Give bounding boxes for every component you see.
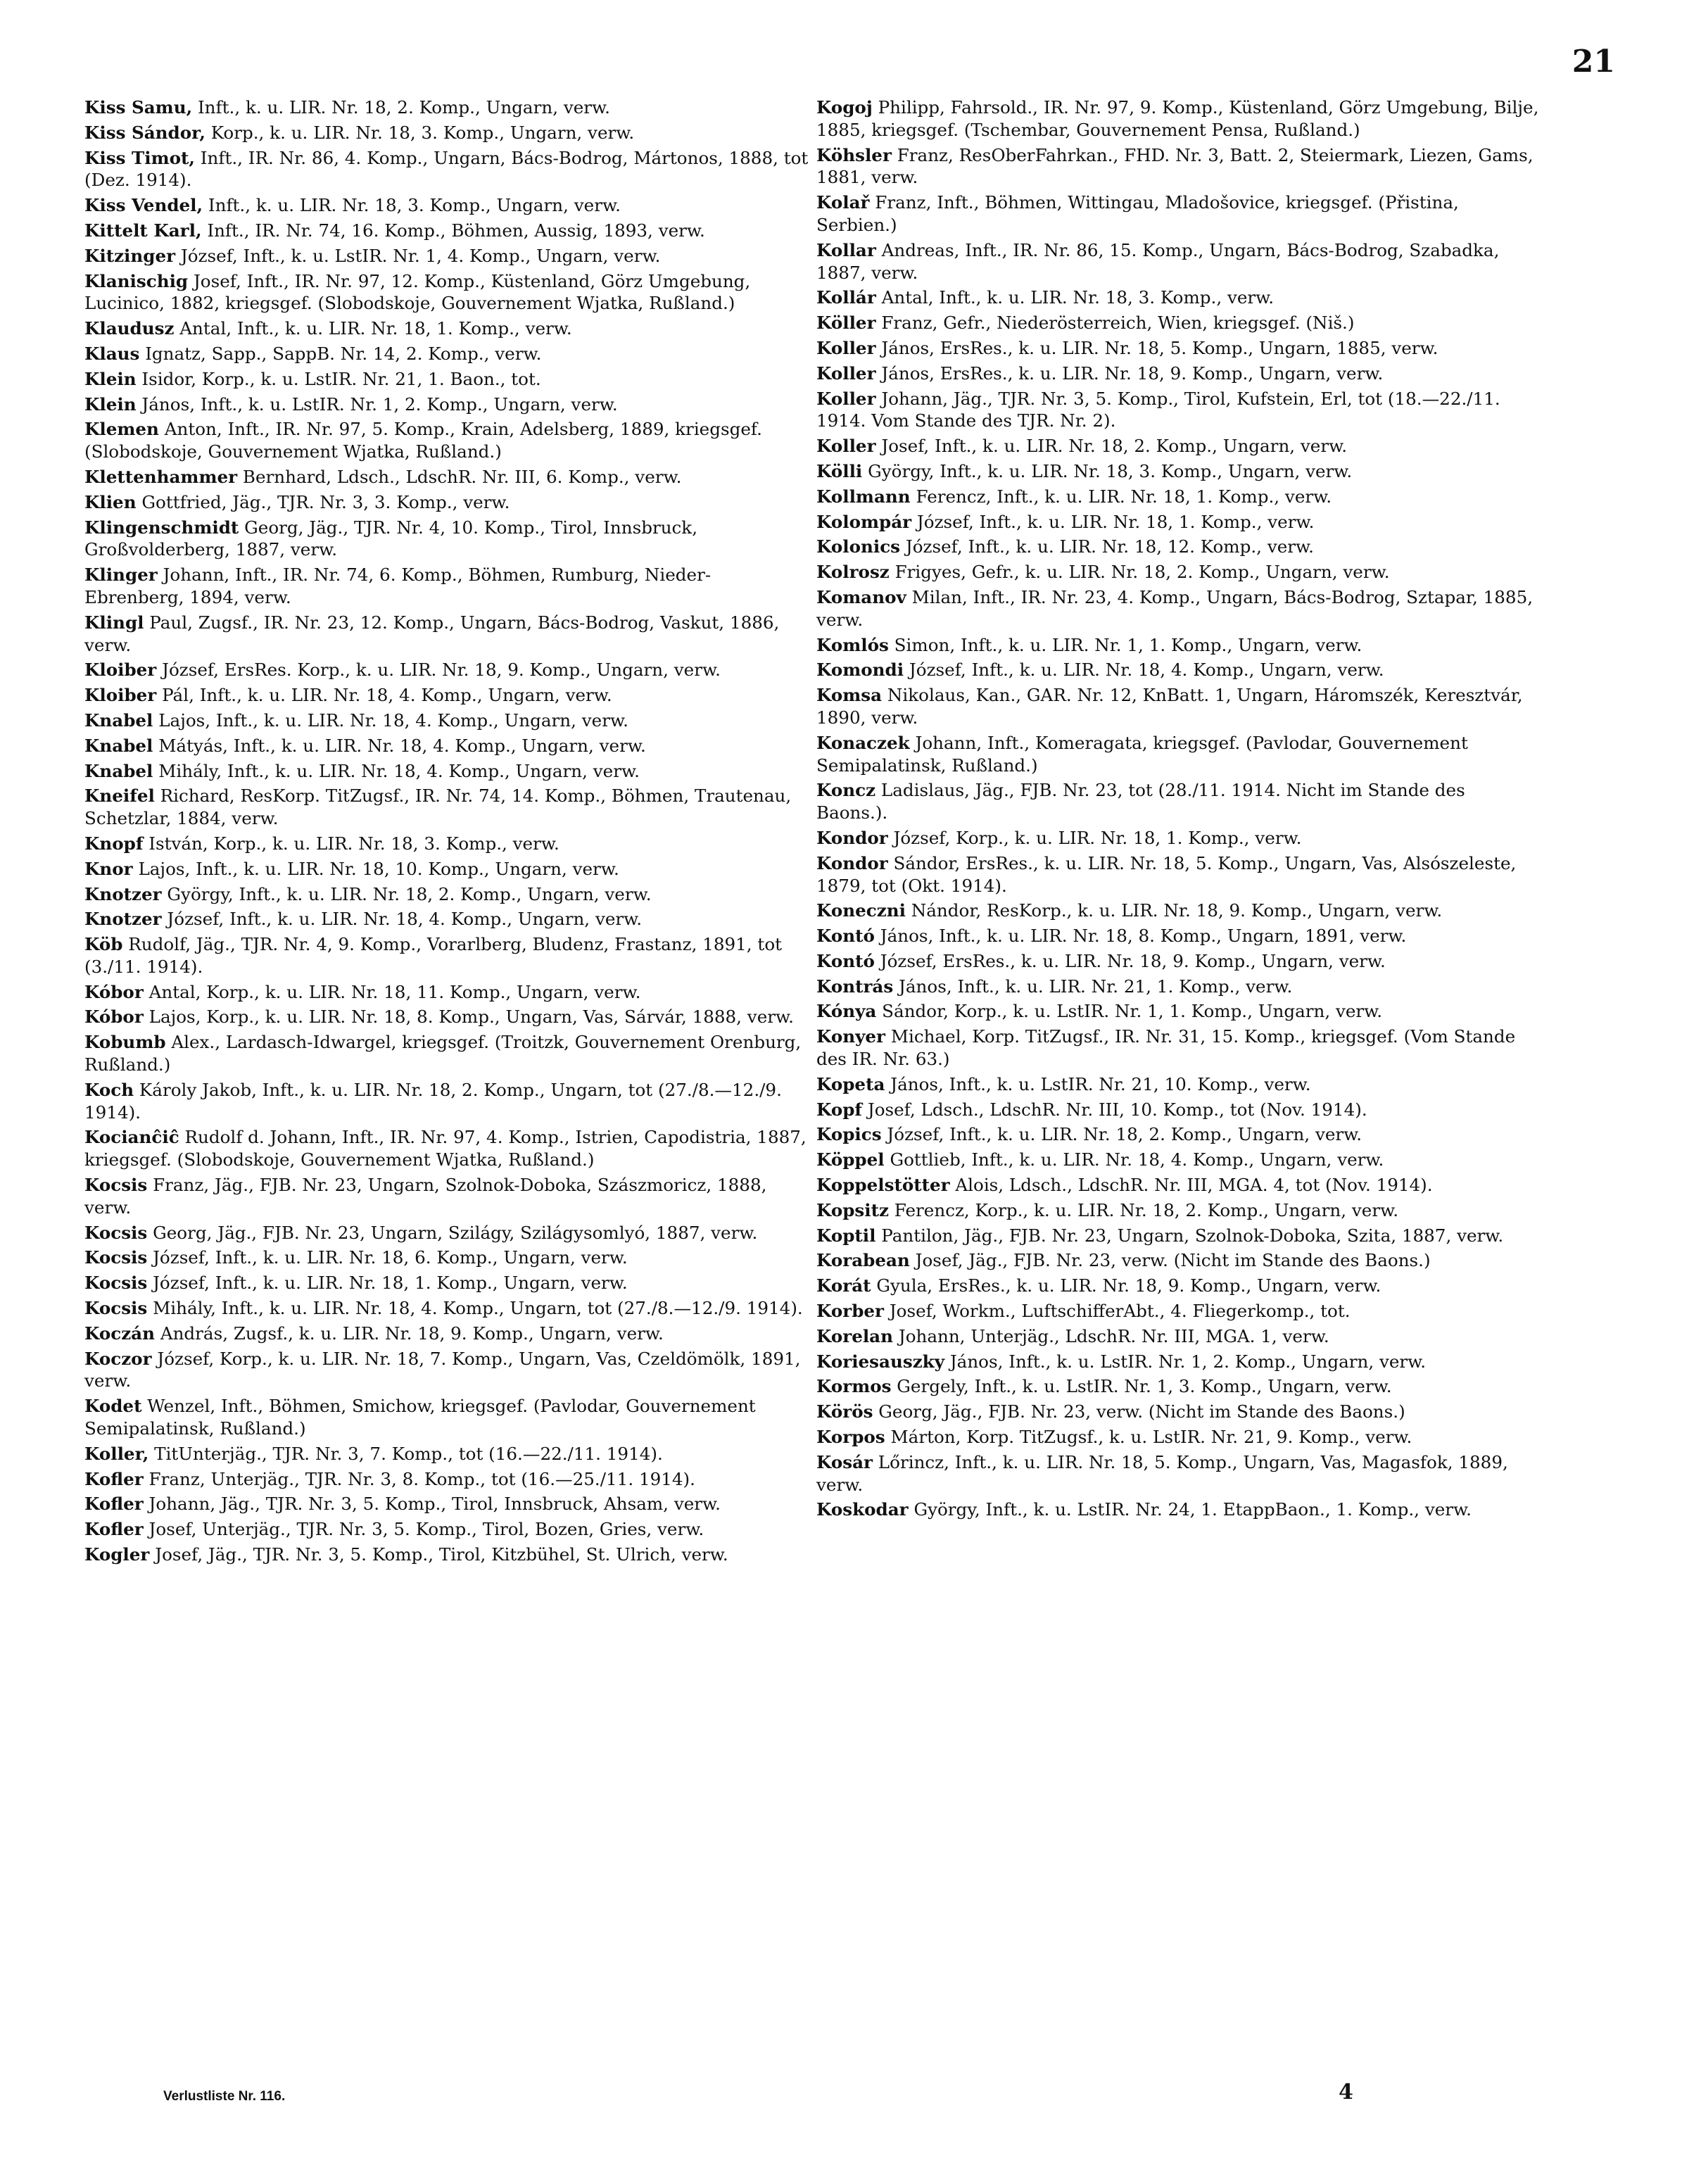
list-entry (816, 779, 1541, 824)
entry-surname: Klinger (84, 564, 158, 586)
list-entry (816, 561, 1541, 583)
list-entry (816, 732, 1541, 777)
list-entry (84, 1272, 809, 1294)
entry-details: Mátyás, Inft., k. u. LIR. Nr. 18, 4. Komp., Ungarn, verw. (153, 735, 646, 756)
entry-details: Lajos, Inft., k. u. LIR. Nr. 18, 4. Komp., Ungarn, verw. (153, 709, 628, 731)
entry-details: József, ErsRes., k. u. LIR. Nr. 18, 9. Komp., Ungarn, verw. (874, 950, 1386, 971)
entry-surname: Koczor (84, 1348, 152, 1369)
entry-surname: Knotzer (84, 883, 162, 904)
entry-details: József, Inft., k. u. LIR. Nr. 18, 4. Komp., Ungarn, verw. (904, 659, 1384, 681)
list-entry (84, 220, 809, 242)
entry-surname: Kontrás (816, 976, 894, 997)
entry-surname: Klaudusz (84, 318, 175, 339)
list-entry (84, 1031, 809, 1076)
entry-surname: Kocsis (84, 1298, 148, 1319)
entry-surname: Komlós (816, 634, 889, 655)
entry-surname: Kopsitz (816, 1199, 889, 1220)
entry-surname: Kogler (84, 1544, 150, 1565)
list-entry (84, 908, 809, 930)
entry-details: Richard, ResKorp. TitZugsf., IR. Nr. 74, 14. Komp., Böhmen, Trautenau, Schetzlar, 1884, verw. (84, 785, 792, 829)
footer-label: Verlustliste Nr. 116. (163, 2089, 286, 2104)
entry-surname: Kogoj (816, 97, 873, 118)
list-entry (84, 147, 809, 192)
entry-surname: Kosár (816, 1451, 873, 1472)
entry-details: Lőrincz, Inft., k. u. LIR. Nr. 18, 5. Komp., Ungarn, Vas, Magasfok, 1889, verw. (816, 1451, 1508, 1495)
entry-surname: Kónya (816, 1001, 877, 1022)
entry-details: József, Korp., k. u. LIR. Nr. 18, 7. Komp., Ungarn, Vas, Czeldömölk, 1891, verw. (84, 1348, 801, 1391)
list-entry (84, 368, 809, 391)
entry-surname: Koriesauszky (816, 1351, 944, 1372)
entry-details: Georg, Jäg., FJB. Nr. 23, verw. (Nicht im Stande des Baons.) (873, 1401, 1405, 1422)
entry-details: Mihály, Inft., k. u. LIR. Nr. 18, 4. Komp., Ungarn, verw. (153, 760, 640, 781)
entry-surname: Kondor (816, 827, 888, 848)
entry-surname: Komondi (816, 659, 904, 681)
list-entry (84, 858, 809, 880)
list-entry (816, 312, 1541, 334)
entry-details: Josef, Jäg., FJB. Nr. 23, verw. (Nicht im Stande des Baons.) (909, 1250, 1431, 1271)
entry-details: Gottlieb, Inft., k. u. LIR. Nr. 18, 4. Komp., Ungarn, verw. (884, 1149, 1384, 1170)
entry-details: Pál, Inft., k. u. LIR. Nr. 18, 4. Komp., Ungarn, verw. (156, 685, 612, 706)
entry-details: Antal, Inft., k. u. LIR. Nr. 18, 1. Komp., verw. (174, 318, 572, 339)
entry-surname: Klein (84, 368, 137, 389)
entry-surname: Köb (84, 934, 123, 955)
entry-surname: Korpos (816, 1427, 885, 1448)
list-entry (816, 827, 1541, 850)
entry-surname: Kocsis (84, 1175, 148, 1196)
list-entry (816, 1199, 1541, 1222)
list-entry (84, 245, 809, 267)
list-entry (84, 1174, 809, 1219)
list-entry (84, 1246, 809, 1269)
entry-details: György, Inft., k. u. LstIR. Nr. 24, 1. EtappBaon., 1. Komp., verw. (908, 1499, 1472, 1520)
list-entry (84, 785, 809, 830)
list-entry (84, 659, 809, 681)
entry-details: Gergely, Inft., k. u. LstIR. Nr. 1, 3. Komp., Ungarn, verw. (891, 1376, 1392, 1397)
list-entry (84, 709, 809, 732)
entry-surname: Kontó (816, 950, 875, 971)
entry-surname: Komanov (816, 586, 906, 607)
entry-surname: Kocsis (84, 1222, 148, 1243)
list-entry (84, 760, 809, 783)
entry-details: József, ErsRes. Korp., k. u. LIR. Nr. 18, 9. Komp., Ungarn, verw. (156, 659, 721, 681)
entry-details: Inft., IR. Nr. 86, 4. Komp., Ungarn, Bács-Bodrog, Mártonos, 1888, tot (Dez. 1914). (84, 147, 809, 191)
entry-details: József, Inft., k. u. LIR. Nr. 18, 1. Komp., Ungarn, verw. (147, 1273, 628, 1294)
list-entry (84, 122, 809, 144)
entry-surname: Kneifel (84, 785, 155, 807)
entry-details: Franz, Gefr., Niederösterreich, Wien, kriegsgef. (Niš.) (875, 313, 1355, 334)
list-entry (816, 1275, 1541, 1297)
list-entry (816, 486, 1541, 508)
list-entry (816, 1426, 1541, 1448)
list-entry (84, 833, 809, 855)
list-entry (84, 1126, 809, 1171)
list-entry (84, 933, 809, 978)
entry-details: Johann, Unterjäg., LdschR. Nr. III, MGA. 1, verw. (893, 1325, 1329, 1346)
list-entry (84, 491, 809, 514)
list-entry (84, 981, 809, 1004)
list-entry (84, 343, 809, 365)
list-entry (84, 1395, 809, 1440)
entry-details: János, Inft., k. u. LstIR. Nr. 21, 10. Komp., verw. (885, 1073, 1311, 1094)
list-entry (816, 1375, 1541, 1398)
entry-details: János, Inft., k. u. LIR. Nr. 18, 8. Komp., Ungarn, 1891, verw. (874, 926, 1407, 947)
list-entry (84, 1006, 809, 1028)
entry-surname: Koller, (84, 1443, 149, 1464)
list-entry (84, 612, 809, 657)
entry-details: Gottfried, Jäg., TJR. Nr. 3, 3. Komp., verw. (136, 491, 510, 512)
entry-details: Isidor, Korp., k. u. LstIR. Nr. 21, 1. Baon., tot. (136, 368, 541, 389)
entry-surname: Kitzinger (84, 245, 176, 266)
entry-details: Georg, Jäg., FJB. Nr. 23, Ungarn, Szilágy, Szilágysomlyó, 1887, verw. (147, 1222, 758, 1243)
entry-surname: Knopf (84, 833, 144, 854)
entry-surname: Kocsis (84, 1247, 148, 1268)
entry-details: Inft., k. u. LIR. Nr. 18, 2. Komp., Ungarn, verw. (192, 97, 610, 118)
entry-details: Alex., Lardasch-Idwargel, kriegsgef. (Troitzk, Gouvernement Orenburg, Rußland.) (84, 1032, 802, 1075)
list-entry (816, 976, 1541, 998)
list-entry (816, 1498, 1541, 1521)
entry-details: Lajos, Inft., k. u. LIR. Nr. 18, 10. Komp., Ungarn, verw. (132, 858, 619, 879)
right-column (816, 96, 1541, 1524)
entry-details: János, ErsRes., k. u. LIR. Nr. 18, 5. Komp., Ungarn, 1885, verw. (875, 337, 1438, 358)
entry-details: Josef, Jäg., TJR. Nr. 3, 5. Komp., Tirol, Kitzbühel, St. Ulrich, verw. (149, 1544, 728, 1565)
entry-surname: Kondor (816, 852, 888, 873)
entry-surname: Knabel (84, 709, 153, 731)
entry-surname: Kocsis (84, 1273, 148, 1294)
entry-details: Franz, Inft., Böhmen, Wittingau, Mladošovice, kriegsgef. (Přistina, Serbien.) (816, 192, 1459, 235)
entry-details: Rudolf, Jäg., TJR. Nr. 4, 9. Komp., Vorarlberg, Bludenz, Frastanz, 1891, tot (3./11. 1914). (84, 934, 783, 977)
entry-surname: Klingenschmidt (84, 517, 239, 538)
list-entry (84, 564, 809, 609)
list-entry (816, 1073, 1541, 1096)
entry-surname: Knabel (84, 760, 153, 781)
entry-details: Georg, Jäg., TJR. Nr. 4, 10. Komp., Tirol, Innsbruck, Großvolderberg, 1887, verw. (84, 517, 698, 560)
entry-surname: Kiss Sándor, (84, 122, 205, 143)
page-number: 21 (1572, 44, 1615, 80)
list-entry (816, 1000, 1541, 1023)
entry-surname: Konyer (816, 1026, 886, 1047)
entry-details: József, Inft., k. u. LIR. Nr. 18, 2. Komp., Ungarn, verw. (881, 1124, 1362, 1145)
entry-details: Antal, Korp., k. u. LIR. Nr. 18, 11. Komp., Ungarn, verw. (143, 981, 641, 1002)
entry-details: Frigyes, Gefr., k. u. LIR. Nr. 18, 2. Komp., Ungarn, verw. (889, 562, 1390, 583)
entry-details: Inft., k. u. LIR. Nr. 18, 3. Komp., Ungarn, verw. (203, 195, 621, 216)
list-entry (84, 735, 809, 757)
entry-surname: Kobumb (84, 1032, 166, 1053)
entry-details: János, Inft., k. u. LstIR. Nr. 1, 2. Komp., Ungarn, verw. (136, 393, 618, 415)
entry-details: Bernhard, Ldsch., LdschR. Nr. III, 6. Komp., verw. (237, 466, 682, 487)
entry-details: Pantilon, Jäg., FJB. Nr. 23, Ungarn, Szolnok-Doboka, Szita, 1887, verw. (875, 1225, 1504, 1246)
entry-surname: Koczán (84, 1323, 155, 1344)
entry-details: Anton, Inft., IR. Nr. 97, 5. Komp., Krain, Adelsberg, 1889, kriegsgef. (Slobodskoje, Gouvernement Wjatka, Rußland.) (84, 419, 762, 462)
entry-surname: Kiss Timot, (84, 147, 195, 168)
entry-surname: Kopf (816, 1099, 863, 1120)
entry-surname: Kofler (84, 1468, 144, 1489)
entry-details: József, Korp., k. u. LIR. Nr. 18, 1. Komp., verw. (887, 827, 1302, 848)
entry-details: József, Inft., k. u. LIR. Nr. 18, 12. Komp., verw. (900, 536, 1314, 557)
entry-details: Gyula, ErsRes., k. u. LIR. Nr. 18, 9. Komp., Ungarn, verw. (871, 1275, 1381, 1296)
list-entry (816, 1149, 1541, 1171)
entry-details: Josef, Unterjäg., TJR. Nr. 3, 5. Komp., Tirol, Bozen, Gries, verw. (143, 1519, 704, 1540)
list-entry (816, 1099, 1541, 1121)
entry-surname: Koller (816, 337, 876, 358)
list-entry (816, 286, 1541, 309)
entry-details: Franz, Jäg., FJB. Nr. 23, Ungarn, Szolnok-Doboka, Szászmoricz, 1888, verw. (84, 1175, 767, 1218)
list-entry (816, 586, 1541, 631)
list-entry (84, 1222, 809, 1244)
entry-details: Simon, Inft., k. u. LIR. Nr. 1, 1. Komp., Ungarn, verw. (888, 634, 1362, 655)
list-entry (84, 883, 809, 906)
entry-details: János, ErsRes., k. u. LIR. Nr. 18, 9. Komp., Ungarn, verw. (875, 362, 1384, 384)
entry-surname: Kontó (816, 926, 875, 947)
list-entry (816, 1225, 1541, 1247)
entry-surname: Klaus (84, 343, 140, 364)
entry-details: Korp., k. u. LIR. Nr. 18, 3. Komp., Ungarn, verw. (205, 122, 635, 143)
list-entry (816, 96, 1541, 141)
list-entry (816, 1249, 1541, 1272)
entry-surname: Kofler (84, 1494, 144, 1515)
entry-details: Johann, Jäg., TJR. Nr. 3, 5. Komp., Tirol, Kufstein, Erl, tot (18.—22./11. 1914. Vom Stande des TJR. Nr. 2). (816, 388, 1500, 431)
entry-details: Philipp, Fahrsold., IR. Nr. 97, 9. Komp., Küstenland, Görz Umgebung, Bilje, 1885, kriegsgef. (Tschembar, Gouvernement Pensa, Rußland.) (816, 97, 1539, 140)
entry-surname: Kolrosz (816, 562, 890, 583)
entry-surname: Kiss Samu, (84, 97, 193, 118)
entry-details: Josef, Inft., k. u. LIR. Nr. 18, 2. Komp., Ungarn, verw. (875, 436, 1348, 457)
entry-details: István, Korp., k. u. LIR. Nr. 18, 3. Komp., verw. (143, 833, 559, 854)
list-entry (84, 1468, 809, 1491)
entry-details: Nándor, ResKorp., k. u. LIR. Nr. 18, 9. Komp., Ungarn, verw. (905, 900, 1443, 921)
entry-details: Rudolf d. Johann, Inft., IR. Nr. 97, 4. Komp., Istrien, Capodistria, 1887, kriegsgef. (Slobodskoje, Gouvernement Wjatka, Rußland.) (84, 1127, 807, 1170)
entry-surname: Klingl (84, 612, 144, 633)
list-entry (816, 536, 1541, 558)
entry-surname: Koller (816, 362, 876, 384)
entry-details: Sándor, Korp., k. u. LstIR. Nr. 1, 1. Komp., Ungarn, verw. (876, 1001, 1383, 1022)
entry-surname: Kolonics (816, 536, 901, 557)
entry-details: Ladislaus, Jäg., FJB. Nr. 23, tot (28./11. 1914. Nicht im Stande des Baons.). (816, 780, 1465, 823)
list-entry (816, 1451, 1541, 1496)
entry-surname: Kloiber (84, 659, 157, 681)
entry-details: György, Inft., k. u. LIR. Nr. 18, 3. Komp., Ungarn, verw. (862, 460, 1353, 481)
entry-surname: Konaczek (816, 732, 910, 753)
list-entry (84, 418, 809, 463)
entry-surname: Kölli (816, 460, 863, 481)
list-entry (84, 1544, 809, 1566)
entry-details: Paul, Zugsf., IR. Nr. 23, 12. Komp., Ungarn, Bács-Bodrog, Vaskut, 1886, verw. (84, 612, 780, 655)
left-column (84, 96, 809, 1569)
list-entry (816, 1401, 1541, 1423)
list-entry (816, 362, 1541, 385)
list-entry (816, 460, 1541, 483)
list-entry (84, 270, 809, 315)
list-entry (84, 1518, 809, 1541)
entry-surname: Knabel (84, 735, 153, 756)
entry-surname: Köppel (816, 1149, 885, 1170)
list-entry (84, 317, 809, 340)
entry-details: Johann, Inft., IR. Nr. 74, 6. Komp., Böhmen, Rumburg, Nieder-Ebrenberg, 1894, verw. (84, 564, 712, 607)
list-entry (816, 1325, 1541, 1348)
entry-surname: Kocianĉiĉ (84, 1127, 179, 1148)
entry-details: Lajos, Korp., k. u. LIR. Nr. 18, 8. Komp., Ungarn, Vas, Sárvár, 1888, verw. (143, 1006, 794, 1028)
entry-details: Josef, Ldsch., LdschR. Nr. III, 10. Komp., tot (Nov. 1914). (862, 1099, 1367, 1120)
list-entry (816, 191, 1541, 236)
list-entry (816, 852, 1541, 897)
entry-details: József, Inft., k. u. LIR. Nr. 18, 1. Komp., verw. (911, 511, 1315, 532)
list-entry (816, 950, 1541, 973)
list-entry (816, 1174, 1541, 1197)
entry-surname: Kolompár (816, 511, 912, 532)
entry-details: Antal, Inft., k. u. LIR. Nr. 18, 3. Komp., verw. (875, 287, 1275, 308)
entry-surname: Klettenhammer (84, 466, 238, 487)
list-entry (84, 1079, 809, 1124)
entry-details: Nikolaus, Kan., GAR. Nr. 12, KnBatt. 1, Ungarn, Háromszék, Keresztvár, 1890, verw. (816, 685, 1523, 728)
list-entry (816, 511, 1541, 534)
signature-mark: 4 (1339, 2080, 1353, 2104)
entry-details: TitUnterjäg., TJR. Nr. 3, 7. Komp., tot (16.—22./11. 1914). (148, 1443, 663, 1464)
entry-details: Josef, Inft., IR. Nr. 97, 12. Komp., Küstenland, Görz Umgebung, Lucinico, 1882, kriegsgef. (Slobodskoje, Gouvernement Wjatka, Rußland.) (84, 270, 751, 314)
entry-details: János, Inft., k. u. LIR. Nr. 21, 1. Komp., verw. (893, 976, 1293, 997)
list-entry (816, 634, 1541, 657)
entry-details: Michael, Korp. TitZugsf., IR. Nr. 31, 15. Komp., kriegsgef. (Vom Stande des IR. Nr. 63.) (816, 1026, 1516, 1070)
list-entry (816, 239, 1541, 284)
entry-details: Franz, ResOberFahrkan., FHD. Nr. 3, Batt. 2, Steiermark, Liezen, Gams, 1881, verw. (816, 144, 1534, 188)
entry-details: József, Inft., k. u. LIR. Nr. 18, 6. Komp., Ungarn, verw. (147, 1247, 628, 1268)
entry-surname: Komsa (816, 685, 883, 706)
entry-surname: Knor (84, 858, 133, 879)
entry-surname: Kollár (816, 287, 876, 308)
list-entry (84, 393, 809, 416)
entry-details: Inft., IR. Nr. 74, 16. Komp., Böhmen, Aussig, 1893, verw. (201, 220, 705, 241)
list-entry (816, 900, 1541, 922)
list-entry (84, 1493, 809, 1515)
list-entry (84, 1348, 809, 1393)
entry-details: Károly Jakob, Inft., k. u. LIR. Nr. 18, 2. Komp., Ungarn, tot (27./8.—12./9. 1914). (84, 1079, 782, 1123)
entry-surname: Koller (816, 436, 876, 457)
list-entry (816, 435, 1541, 457)
entry-surname: Kollmann (816, 486, 911, 507)
entry-details: József, Inft., k. u. LIR. Nr. 18, 4. Komp., Ungarn, verw. (161, 909, 643, 930)
list-entry (84, 1323, 809, 1345)
entry-surname: Korelan (816, 1325, 894, 1346)
entry-surname: Koch (84, 1079, 134, 1100)
entry-details: Márton, Korp. TitZugsf., k. u. LstIR. Nr. 21, 9. Komp., verw. (885, 1427, 1412, 1448)
list-entry (816, 925, 1541, 947)
entry-surname: Köller (816, 313, 876, 334)
entry-details: Alois, Ldsch., LdschR. Nr. III, MGA. 4, tot (Nov. 1914). (949, 1175, 1433, 1196)
entry-surname: Koneczni (816, 900, 906, 921)
entry-details: Andreas, Inft., IR. Nr. 86, 15. Komp., Ungarn, Bács-Bodrog, Szabadka, 1887, verw. (816, 239, 1500, 283)
entry-surname: Kóbor (84, 981, 144, 1002)
entry-surname: Körös (816, 1401, 873, 1422)
entry-surname: Kollar (816, 239, 876, 260)
entry-details: Josef, Workm., LuftschifferAbt., 4. Fliegerkomp., tot. (884, 1301, 1351, 1322)
entry-surname: Klein (84, 393, 137, 415)
entry-surname: Koncz (816, 780, 876, 801)
entry-surname: Klien (84, 491, 137, 512)
entry-surname: Koptil (816, 1225, 876, 1246)
entry-details: János, Inft., k. u. LstIR. Nr. 1, 2. Komp., Ungarn, verw. (944, 1351, 1427, 1372)
entry-details: Mihály, Inft., k. u. LIR. Nr. 18, 4. Komp., Ungarn, tot (27./8.—12./9. 1914). (147, 1298, 803, 1319)
entry-surname: Klemen (84, 419, 159, 440)
entry-details: Johann, Inft., Komeragata, kriegsgef. (Pavlodar, Gouvernement Semipalatinsk, Rußland.) (816, 732, 1468, 776)
entry-surname: Kóbor (84, 1006, 144, 1028)
entry-details: Wenzel, Inft., Böhmen, Smichow, kriegsgef. (Pavlodar, Gouvernement Semipalatinsk, Rußland.) (84, 1396, 756, 1439)
list-entry (84, 194, 809, 217)
entry-details: György, Inft., k. u. LIR. Nr. 18, 2. Komp., Ungarn, verw. (161, 883, 652, 904)
entry-surname: Kittelt Karl, (84, 220, 202, 241)
list-entry (816, 144, 1541, 189)
entry-details: Milan, Inft., IR. Nr. 23, 4. Komp., Ungarn, Bács-Bodrog, Sztapar, 1885, verw. (816, 586, 1534, 630)
entry-surname: Korát (816, 1275, 871, 1296)
entry-surname: Korber (816, 1301, 884, 1322)
entry-details: Johann, Jäg., TJR. Nr. 3, 5. Komp., Tirol, Innsbruck, Ahsam, verw. (143, 1494, 721, 1515)
entry-details: Franz, Unterjäg., TJR. Nr. 3, 8. Komp., tot (16.—25./11. 1914). (143, 1468, 695, 1489)
entry-details: Ferencz, Inft., k. u. LIR. Nr. 18, 1. Komp., verw. (910, 486, 1332, 507)
entry-surname: Klanischig (84, 270, 189, 291)
list-entry (816, 1300, 1541, 1323)
entry-details: Ferencz, Korp., k. u. LIR. Nr. 18, 2. Komp., Ungarn, verw. (888, 1199, 1399, 1220)
entry-surname: Kopeta (816, 1073, 885, 1094)
list-entry (816, 684, 1541, 729)
entry-surname: Korabean (816, 1250, 910, 1271)
list-entry (84, 1443, 809, 1465)
list-entry (816, 1351, 1541, 1373)
entry-surname: Köhsler (816, 144, 892, 165)
list-entry (84, 517, 809, 562)
entry-details: András, Zugsf., k. u. LIR. Nr. 18, 9. Komp., Ungarn, verw. (155, 1323, 664, 1344)
entry-surname: Knotzer (84, 909, 162, 930)
list-entry (84, 1297, 809, 1320)
entry-surname: Koppelstötter (816, 1175, 950, 1196)
entry-surname: Koller (816, 388, 876, 409)
entry-surname: Koskodar (816, 1499, 909, 1520)
list-entry (84, 466, 809, 488)
list-entry (816, 659, 1541, 681)
entry-surname: Kofler (84, 1519, 144, 1540)
list-entry (816, 1123, 1541, 1146)
list-entry (84, 684, 809, 707)
list-entry (816, 1025, 1541, 1071)
entry-surname: Kolař (816, 192, 870, 213)
entry-details: Ignatz, Sapp., SappB. Nr. 14, 2. Komp., verw. (139, 343, 542, 364)
entry-surname: Kodet (84, 1396, 142, 1417)
list-entry (816, 388, 1541, 433)
entry-details: Sándor, ErsRes., k. u. LIR. Nr. 18, 5. Komp., Ungarn, Vas, Alsószeleste, 1879, tot (Okt. 1914). (816, 852, 1517, 896)
entry-surname: Kloiber (84, 685, 157, 706)
list-entry (816, 337, 1541, 360)
entry-surname: Kopics (816, 1124, 882, 1145)
list-entry (84, 96, 809, 119)
entry-surname: Kiss Vendel, (84, 195, 203, 216)
entry-details: József, Inft., k. u. LstIR. Nr. 1, 4. Komp., Ungarn, verw. (175, 245, 661, 266)
entry-surname: Kormos (816, 1376, 892, 1397)
